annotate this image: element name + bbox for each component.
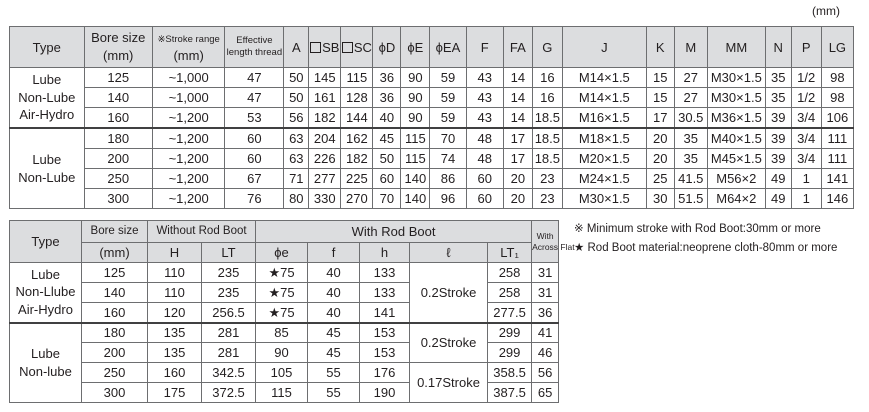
header-bore-unit: (mm) (82, 243, 148, 263)
cell-FA: 14 (503, 88, 532, 108)
cell-K: 30 (646, 189, 674, 209)
cell-bore: 160 (82, 303, 148, 323)
cell-EA: 74 (430, 148, 466, 168)
cell-LT1: 387.5 (488, 383, 532, 403)
cell-SC: 182 (341, 148, 373, 168)
type-cell: Lube Non-Llube Air-Hydro (10, 263, 82, 323)
cell-F: 43 (466, 88, 503, 108)
header-with-rod-boot: With Rod Boot (256, 221, 532, 243)
cell-SB: 330 (309, 189, 341, 209)
cell-H: 135 (148, 343, 202, 363)
cell-EA: 96 (430, 189, 466, 209)
cell-E: 90 (401, 88, 430, 108)
cell-J: M14×1.5 (562, 88, 646, 108)
cell-SC: 270 (341, 189, 373, 209)
cell-MM: M40×1.5 (707, 128, 765, 148)
cell-stroke-range: ~1,200 (152, 168, 224, 188)
cell-stroke-range: ~1,200 (152, 148, 224, 168)
header-FA: FA (503, 27, 532, 68)
square-icon (310, 42, 321, 53)
stroke-cell: 0.17Stroke (410, 363, 488, 403)
cell-h: 141 (360, 303, 410, 323)
cell-N: 39 (765, 108, 791, 128)
cell-f: 40 (308, 303, 360, 323)
header-effective-length-thread: Effective length thread (225, 27, 284, 68)
header-LT: LT (202, 243, 256, 263)
cell-FA: 20 (503, 168, 532, 188)
cell-SC: 128 (341, 88, 373, 108)
cell-H: 175 (148, 383, 202, 403)
cell-D: 36 (373, 68, 401, 88)
header-bore-size: Bore size (82, 221, 148, 243)
table-row (10, 148, 854, 168)
cell-K: 20 (646, 128, 674, 148)
cell-f: 55 (308, 383, 360, 403)
cell-bore: 140 (84, 88, 152, 108)
header-across-flat: With Across Flat (532, 221, 559, 263)
table-row (10, 168, 854, 188)
table-row (10, 88, 854, 108)
header-stroke-range: ※Stroke range (mm) (152, 27, 224, 68)
cell-bore: 160 (84, 108, 152, 128)
cell-e: 115 (256, 383, 308, 403)
rod-boot-table (9, 220, 575, 403)
header-type: Type (10, 221, 82, 263)
header-f: f (308, 243, 360, 263)
cell-G: 23 (532, 168, 562, 188)
cell-E: 90 (401, 68, 430, 88)
cell-LG: 111 (821, 148, 853, 168)
cell-effective-thread: 47 (225, 88, 284, 108)
cell-M: 27 (674, 88, 707, 108)
cell-EA: 86 (430, 168, 466, 188)
cell-LG: 98 (821, 88, 853, 108)
cell-A: 63 (284, 128, 309, 148)
cell-J: M24×1.5 (562, 168, 646, 188)
cell-LT: 372.5 (202, 383, 256, 403)
header-G: G (532, 27, 562, 68)
cell-G: 18.5 (532, 148, 562, 168)
table-row (10, 108, 854, 128)
cell-LT1: 258 (488, 263, 532, 283)
cell-K: 15 (646, 68, 674, 88)
header-LT1: LT₁ (488, 243, 532, 263)
cell-E: 115 (401, 148, 430, 168)
cell-A: 63 (284, 148, 309, 168)
header-LG: LG (821, 27, 853, 68)
cell-D: 50 (373, 148, 401, 168)
cell-MM: M30×1.5 (707, 68, 765, 88)
cell-P: 1 (791, 189, 821, 209)
cell-h: 133 (360, 263, 410, 283)
table2-header-row (10, 221, 559, 243)
cell-LT1: 299 (488, 343, 532, 363)
table-row (10, 363, 559, 383)
cell-N: 39 (765, 128, 791, 148)
cell-M: 35 (674, 148, 707, 168)
cell-M: 30.5 (674, 108, 707, 128)
header-K: K (646, 27, 674, 68)
cell-LT1: 277.5 (488, 303, 532, 323)
cell-LG: 111 (821, 128, 853, 148)
cell-N: 49 (765, 168, 791, 188)
cell-h: 133 (360, 283, 410, 303)
cell-MM: M56×2 (707, 168, 765, 188)
header-J: J (562, 27, 646, 68)
unit-label: (mm) (812, 4, 840, 18)
cell-D: 36 (373, 88, 401, 108)
header-e: ϕe (256, 243, 308, 263)
cell-EA: 59 (430, 108, 466, 128)
cell-SB: 226 (309, 148, 341, 168)
cell-bore: 200 (84, 148, 152, 168)
type-cell: Lube Non-lube (10, 323, 82, 403)
cell-H: 160 (148, 363, 202, 383)
cell-f: 40 (308, 263, 360, 283)
cell-h: 190 (360, 383, 410, 403)
cell-LG: 141 (821, 168, 853, 188)
dimensions-table (9, 26, 854, 209)
cell-N: 39 (765, 148, 791, 168)
header-without-rod-boot: Without Rod Boot (148, 221, 256, 243)
cell-K: 17 (646, 108, 674, 128)
header-SB: SB (309, 27, 341, 68)
cell-MM: M30×1.5 (707, 88, 765, 108)
cell-LT: 281 (202, 343, 256, 363)
cell-LT: 342.5 (202, 363, 256, 383)
cell-SC: 162 (341, 128, 373, 148)
cell-across-flat: 65 (532, 383, 559, 403)
cell-across-flat: 31 (532, 263, 559, 283)
header-h: h (360, 243, 410, 263)
cell-LG: 106 (821, 108, 853, 128)
stroke-cell: 0.2Stroke (410, 323, 488, 363)
cell-F: 43 (466, 108, 503, 128)
cell-bore: 200 (82, 343, 148, 363)
cell-A: 50 (284, 88, 309, 108)
cell-SC: 225 (341, 168, 373, 188)
cell-h: 153 (360, 323, 410, 343)
cell-J: M20×1.5 (562, 148, 646, 168)
cell-J: M16×1.5 (562, 108, 646, 128)
cell-A: 71 (284, 168, 309, 188)
cell-N: 35 (765, 68, 791, 88)
cell-D: 60 (373, 168, 401, 188)
cell-stroke-range: ~1,200 (152, 189, 224, 209)
cell-F: 60 (466, 168, 503, 188)
cell-bore: 140 (82, 283, 148, 303)
cell-e: 85 (256, 323, 308, 343)
cell-D: 40 (373, 108, 401, 128)
cell-f: 45 (308, 343, 360, 363)
cell-SB: 161 (309, 88, 341, 108)
notes (574, 220, 837, 258)
cell-stroke-range: ~1,200 (152, 128, 224, 148)
cell-stroke-range: ~1,200 (152, 108, 224, 128)
cell-LT1: 299 (488, 323, 532, 343)
cell-N: 35 (765, 88, 791, 108)
square-icon (342, 42, 353, 53)
cell-G: 23 (532, 189, 562, 209)
cell-FA: 14 (503, 108, 532, 128)
cell-LT: 235 (202, 263, 256, 283)
table-row (10, 323, 559, 343)
header-type: Type (10, 27, 85, 68)
cell-e: ★75 (256, 303, 308, 323)
type-cell: Lube Non-Lube (10, 128, 85, 209)
cell-A: 56 (284, 108, 309, 128)
cell-effective-thread: 47 (225, 68, 284, 88)
header-MM: MM (707, 27, 765, 68)
note-rod-boot-material: ★ Rod Boot material:neoprene cloth-80mm or more (574, 242, 838, 254)
cell-M: 27 (674, 68, 707, 88)
cell-D: 70 (373, 189, 401, 209)
cell-SC: 144 (341, 108, 373, 128)
cell-A: 80 (284, 189, 309, 209)
cell-H: 120 (148, 303, 202, 323)
cell-P: 3/4 (791, 128, 821, 148)
cell-e: 105 (256, 363, 308, 383)
cell-P: 3/4 (791, 148, 821, 168)
cell-P: 3/4 (791, 108, 821, 128)
cell-F: 60 (466, 189, 503, 209)
cell-H: 135 (148, 323, 202, 343)
cell-P: 1 (791, 168, 821, 188)
header-A: A (284, 27, 309, 68)
cell-FA: 20 (503, 189, 532, 209)
cell-SB: 182 (309, 108, 341, 128)
cell-H: 110 (148, 263, 202, 283)
cell-K: 25 (646, 168, 674, 188)
cell-K: 20 (646, 148, 674, 168)
cell-LG: 146 (821, 189, 853, 209)
cell-f: 40 (308, 283, 360, 303)
type-cell: Lube Non-Lube Air-Hydro (10, 68, 85, 129)
header-E: ϕE (401, 27, 430, 68)
cell-M: 51.5 (674, 189, 707, 209)
cell-G: 16 (532, 88, 562, 108)
header-EA: ϕEA (430, 27, 466, 68)
cell-LG: 98 (821, 68, 853, 88)
cell-SB: 145 (309, 68, 341, 88)
cell-E: 115 (401, 128, 430, 148)
cell-h: 153 (360, 343, 410, 363)
cell-e: 90 (256, 343, 308, 363)
cell-f: 55 (308, 363, 360, 383)
cell-FA: 17 (503, 148, 532, 168)
cell-J: M30×1.5 (562, 189, 646, 209)
cell-E: 140 (401, 168, 430, 188)
cell-effective-thread: 60 (225, 148, 284, 168)
cell-J: M18×1.5 (562, 128, 646, 148)
note-minimum-stroke: ※ Minimum stroke with Rod Boot:30mm or more (574, 223, 821, 235)
cell-stroke-range: ~1,000 (152, 68, 224, 88)
header-l: ℓ (410, 243, 488, 263)
cell-across-flat: 36 (532, 303, 559, 323)
cell-LT: 281 (202, 323, 256, 343)
header-M: M (674, 27, 707, 68)
cell-stroke-range: ~1,000 (152, 88, 224, 108)
cell-E: 140 (401, 189, 430, 209)
cell-FA: 14 (503, 68, 532, 88)
cell-across-flat: 41 (532, 323, 559, 343)
table-row (10, 68, 854, 88)
cell-bore: 125 (84, 68, 152, 88)
cell-bore: 180 (84, 128, 152, 148)
header-P: P (791, 27, 821, 68)
cell-LT: 256.5 (202, 303, 256, 323)
cell-MM: M45×1.5 (707, 148, 765, 168)
cell-effective-thread: 60 (225, 128, 284, 148)
cell-LT1: 258 (488, 283, 532, 303)
header-N: N (765, 27, 791, 68)
table-row (10, 189, 854, 209)
cell-M: 35 (674, 128, 707, 148)
cell-SC: 115 (341, 68, 373, 88)
cell-h: 176 (360, 363, 410, 383)
cell-bore: 250 (82, 363, 148, 383)
cell-EA: 70 (430, 128, 466, 148)
cell-F: 48 (466, 128, 503, 148)
header-D: ϕD (373, 27, 401, 68)
cell-G: 18.5 (532, 108, 562, 128)
cell-effective-thread: 53 (225, 108, 284, 128)
cell-F: 48 (466, 148, 503, 168)
cell-J: M14×1.5 (562, 68, 646, 88)
cell-K: 15 (646, 88, 674, 108)
cell-SB: 204 (309, 128, 341, 148)
cell-bore: 300 (82, 383, 148, 403)
cell-N: 49 (765, 189, 791, 209)
cell-F: 43 (466, 68, 503, 88)
cell-MM: M64×2 (707, 189, 765, 209)
cell-EA: 59 (430, 68, 466, 88)
cell-bore: 180 (82, 323, 148, 343)
cell-bore: 300 (84, 189, 152, 209)
header-H: H (148, 243, 202, 263)
cell-H: 110 (148, 283, 202, 303)
cell-P: 1/2 (791, 68, 821, 88)
table-row (10, 263, 559, 283)
cell-bore: 125 (82, 263, 148, 283)
header-F: F (466, 27, 503, 68)
header-SC: SC (341, 27, 373, 68)
cell-P: 1/2 (791, 88, 821, 108)
cell-E: 90 (401, 108, 430, 128)
cell-e: ★75 (256, 263, 308, 283)
cell-across-flat: 31 (532, 283, 559, 303)
cell-bore: 250 (84, 168, 152, 188)
cell-e: ★75 (256, 283, 308, 303)
cell-effective-thread: 67 (225, 168, 284, 188)
stroke-cell: 0.2Stroke (410, 263, 488, 323)
cell-G: 18.5 (532, 128, 562, 148)
table1-header-row (10, 27, 854, 68)
cell-D: 45 (373, 128, 401, 148)
table2-subheader-row (10, 243, 559, 263)
cell-EA: 59 (430, 88, 466, 108)
cell-SB: 277 (309, 168, 341, 188)
header-bore-size: Bore size (mm) (84, 27, 152, 68)
cell-across-flat: 46 (532, 343, 559, 363)
cell-A: 50 (284, 68, 309, 88)
cell-FA: 17 (503, 128, 532, 148)
cell-LT1: 358.5 (488, 363, 532, 383)
cell-MM: M36×1.5 (707, 108, 765, 128)
cell-M: 41.5 (674, 168, 707, 188)
cell-across-flat: 56 (532, 363, 559, 383)
cell-f: 45 (308, 323, 360, 343)
cell-G: 16 (532, 68, 562, 88)
table-row (10, 128, 854, 148)
cell-LT: 235 (202, 283, 256, 303)
cell-effective-thread: 76 (225, 189, 284, 209)
